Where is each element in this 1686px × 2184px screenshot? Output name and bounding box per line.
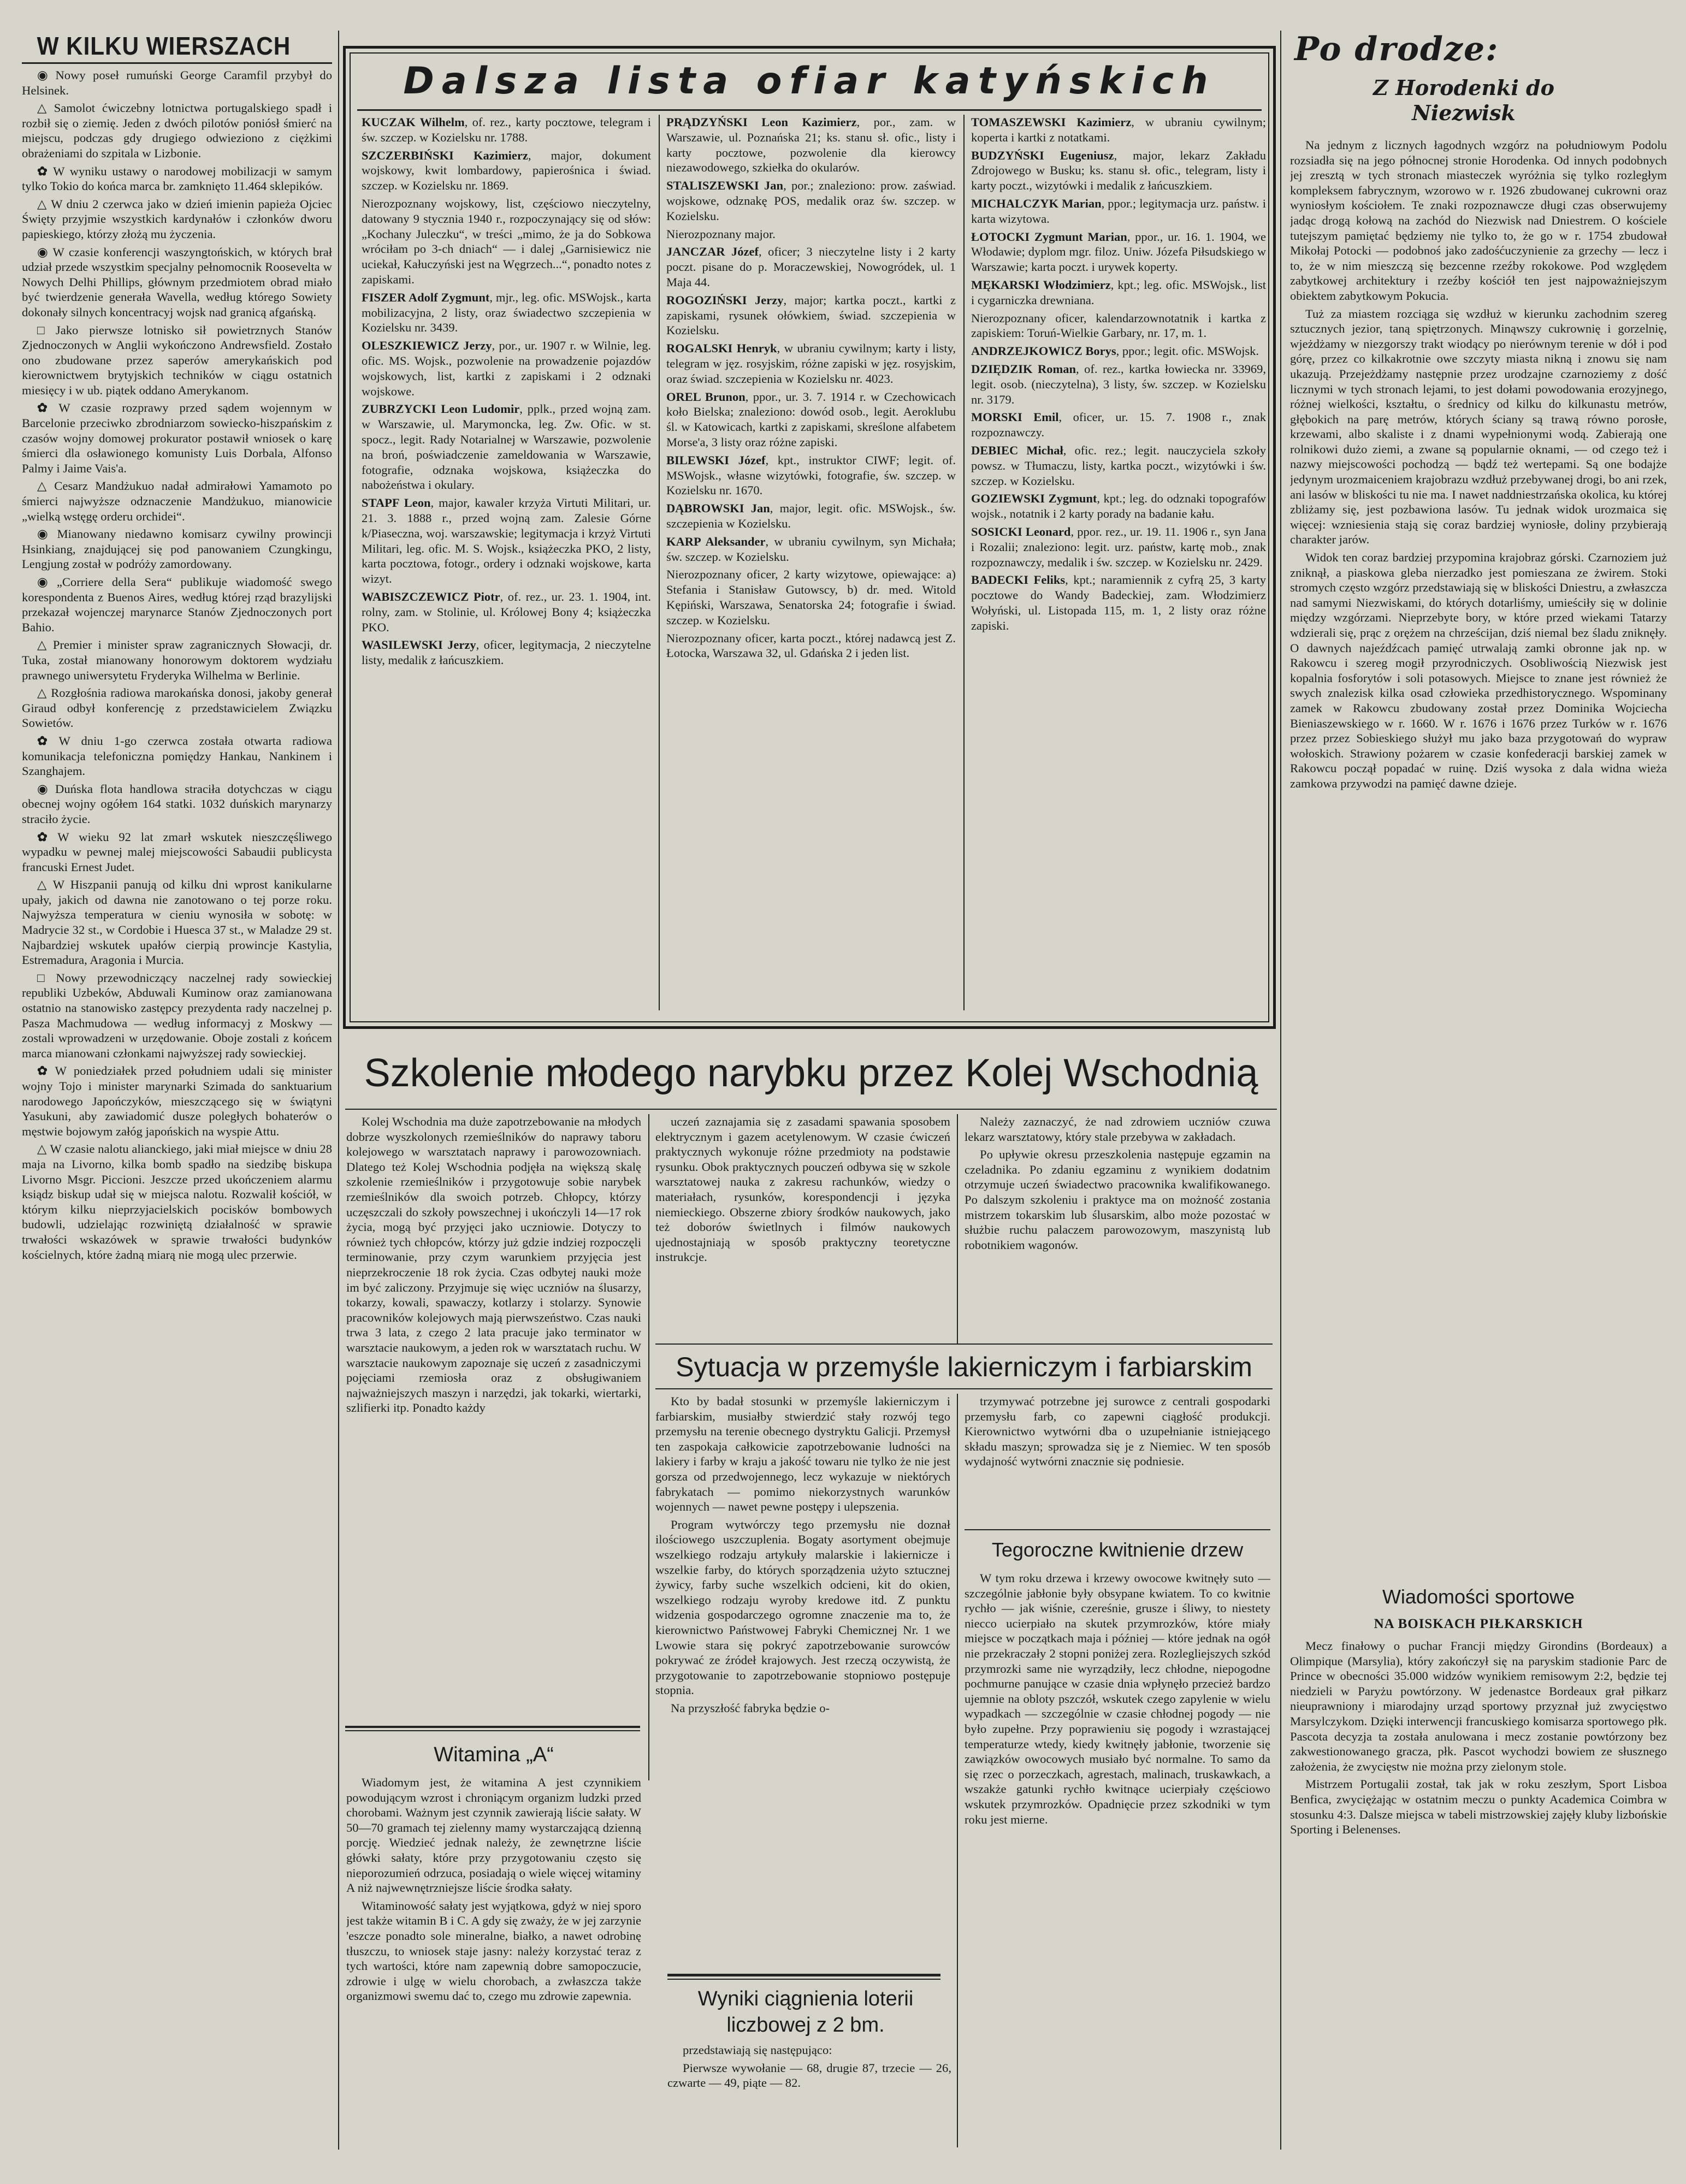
katyn-rule-1 bbox=[659, 115, 660, 1010]
victim-entry bbox=[362, 196, 651, 287]
victim-name: WASILEWSKI Jerzy bbox=[362, 638, 476, 652]
victim-name: DEBIEC Michał bbox=[971, 443, 1063, 457]
kolej-rule bbox=[345, 1109, 1277, 1110]
victim-name: DĄBROWSKI Jan bbox=[666, 501, 770, 516]
sport-subtitle: NA BOISKACH PIŁKARSKICH bbox=[1374, 1617, 1583, 1631]
victim-name: DZIĘDZIK Roman bbox=[971, 362, 1076, 376]
victim-entry bbox=[666, 293, 956, 338]
bullet-icon: △ bbox=[37, 638, 50, 652]
short-news-rule bbox=[22, 62, 332, 64]
news-item bbox=[22, 478, 332, 524]
news-item-text: Nowy poseł rumuński George Caramfil przybył do Helsinek. bbox=[22, 68, 332, 97]
sytuacja-title: Sytuacja w przemyśle lakierniczym i farbiarskim bbox=[676, 1352, 1252, 1382]
short-news-column bbox=[22, 68, 332, 2165]
bullet-icon: □ bbox=[37, 970, 53, 985]
bullet-icon: △ bbox=[37, 479, 51, 493]
kolej-rule-1 bbox=[648, 1114, 649, 1780]
victim-details: , oficer, legitymacja, 2 nieczytelne listy, medalik z łańcuszkiem. bbox=[362, 638, 651, 667]
sport-paragraph: Mistrzem Portugalii został, tak jak w roku zeszłym, Sport Lisboa Benfica, zwyciężając w ostatnim meczu o punkty Academica Coimbra w stosunku 4:3. Dalsze miejsca w tabeli mistrzowskiej zajęły kluby lizbońskie Sporting i Belenenses. bbox=[1290, 1777, 1667, 1837]
victim-details: , major; kartka poczt., kartki z zapiskami, rysunek ołówkiem, świad. szczepienia w Kozielsku. bbox=[666, 293, 956, 338]
victim-entry bbox=[666, 453, 956, 498]
victim-entry bbox=[362, 290, 651, 335]
sytuacja-title-rule bbox=[655, 1388, 1273, 1389]
victim-entry bbox=[362, 115, 651, 145]
sytuacja-paragraph: Na przyszłość fabryka będzie o- bbox=[671, 1701, 830, 1715]
victim-name: JANCZAR Józef bbox=[666, 245, 759, 259]
victim-entry bbox=[971, 572, 1266, 633]
victim-name: GOZIEWSKI Zygmunt bbox=[971, 492, 1097, 506]
news-item bbox=[22, 877, 332, 968]
news-item bbox=[22, 1063, 332, 1139]
sport-title: Wiadomości sportowe bbox=[1382, 1585, 1575, 1608]
victim-entry bbox=[666, 178, 956, 223]
victim-entry bbox=[971, 196, 1266, 227]
victim-name: SZCZERBIŃSKI Kazimierz bbox=[362, 148, 528, 162]
drzew-body bbox=[965, 1571, 1270, 2150]
podrodze-paragraph: Tuż za miastem rozciąga się wzdłuż w kierunku zachodnim szereg sztucznych jezior, taną spiętrzonych. Minąwszy cukrownię i gorzelnię, wjeżdżamy w niezgorszy trakt wiodący po nierównym terenie w dół i pod górę, przez co kilkakrotnie owe szczyty miasta nikną i znowu się nam ukazują. Przejeżdżamy następnie przez urodzajne czarnoziemy z dość licznymi w tych stronach lejami, to jest dołami powodowania erozyjnego, różnej wielkości, kształtu, o średnicy od kilku do kilkunastu metrów, głębokich na parę metrów, których ściany są trawą równo porosłe, krzewami, albo skaliste i z dnami wypełnionymi wodą. Zabierają one rolnikowi dużo ziemi, a zwane są popularnie oknami, — od czego też i nazwy miejscowości pochodzą — bądź też wertepami. Są one bodajże jedynym urozmaiceniem krajobrazu wzdłuż przebywanej drogi, bo ani rzek, ani lasów w bliskości tu nie ma. I nawet naddniestrzańska okolica, ku której zbliżamy się, jest pozbawiona lasów. Tu jednak widok urozmaica się więcej: wzniesienia stają się coraz bardziej wyniosłe, doliny przybierają charakter jarów. bbox=[1290, 306, 1667, 547]
wyniki-paragraph: przedstawiają się następująco: bbox=[683, 2043, 832, 2057]
victim-entry bbox=[362, 589, 651, 635]
victim-entry bbox=[666, 389, 956, 450]
katyn-title-rule bbox=[357, 109, 1262, 111]
bullet-icon: ✿ bbox=[37, 830, 55, 844]
victim-name: SOSICKI Leonard bbox=[971, 524, 1071, 538]
victim-name: MĘKARSKI Włodzimierz bbox=[971, 277, 1111, 292]
news-item-text: Nowy przewodniczący naczelnej rady sowieckiej republiki Uzbeków, Abduwali Kuminow oraz zamianowana ostatnio na stanowisko zastępcy prezydenta rady naczelnej p. Pasza Machmudowa — według informacyj z Moskwy — zostali wprowadzeni w urzędowanie. Oboje zostali z końcem marca mianowani członkami najwyższej rady sowieckiej. bbox=[22, 970, 332, 1060]
victim-name: ROGOZIŃSKI Jerzy bbox=[666, 293, 784, 307]
victim-details: Nierozpoznany wojskowy, list, częściowo nieczytelny, datowany 9 stycznia 1940 r., rozpoczynający się od słów: „Kochany Juleczku“, w treści „mimo, że ja do Sobkowa wróciłam po 3-ch dniach“ — i dalej „Garnisiewicz nie uciekał, Kałuczyński jest na Węgrzech...“, ponadto notes z zapiskami. bbox=[362, 196, 651, 286]
victim-details: , por.; znaleziono: prow. zaświad. wojskowe, odznakę POS, medalik oraz św. szczep. w Kozielsku. bbox=[666, 179, 956, 223]
victim-name: ANDRZEJKOWICZ Borys bbox=[971, 344, 1116, 358]
news-item-text: W wieku 92 lat zmarł wskutek nieszczęśliwego wypadku w pewnej malej miejscowości Sabaudii publicysta francuski Ernest Judet. bbox=[22, 830, 332, 874]
bullet-icon: ✿ bbox=[37, 733, 56, 748]
news-item-text: W czasie rozprawy przed sądem wojennym w Barcelonie przeciwko zbrodniarzom sowiecko-hiszpańskim z czasów wojny domowej prokurator postawił wniosek o karę śmierci dla osławionego komunisty Luis Dorbala, Alfonso Palmy i Jaime Vais'a. bbox=[22, 401, 332, 475]
victim-details: , w ubraniu cywilnym; koperta i kartki z notatkami. bbox=[971, 115, 1266, 144]
victim-name: KUCZAK Wilhelm bbox=[362, 115, 465, 129]
news-item-text: Rozgłośnia radiowa marokańska donosi, jakoby generał Giraud odbył konferencję z przedstawicielem Związku Sowietów. bbox=[22, 686, 332, 730]
victim-details: , por., zam. w Warszawie, ul. Poznańska 21; ks. stanu sł. ofic., listy i karty pocztowe, pozwolenie dla kierowcy niezawodowego, szkiełka do okularów. bbox=[666, 115, 956, 175]
victim-name: KARP Aleksander bbox=[666, 534, 766, 548]
bullet-icon: ◉ bbox=[37, 527, 54, 541]
kolej-title: Szkolenie młodego narybku przez Kolej Wschodnią bbox=[364, 1051, 1258, 1095]
kolej-paragraph: Po upływie okresu przeszkolenia następuje egzamin na czeladnika. Po zdaniu egzaminu z wynikiem dodatnim otrzymuje uczeń świadectwo pracownika kwalifikowanego. Po dalszym szkoleniu i praktyce ma on możność zostania mistrzem tokarskim lub ślusarskim, albo może pozostać w służbie ruchu palaczem parowozowym, maszynistą lub robotnikiem wagonów. bbox=[965, 1147, 1270, 1252]
victim-entry bbox=[971, 311, 1266, 341]
sytuacja-paragraph: Program wytwórczy tego przemysłu nie doznał ilościowego uszczuplenia. Bogaty asortyment obejmuje wszelkiego rodzaju artykuły malarskie i lakiernicze i wszelkie farby, do których sporządzenia użyto sztucznej żywicy, farby suche wszelkich odcieni, kit do okien, wszelkiego rodzaju wyroby kredowe itd. Z punktu widzenia gospodarczego ogromne znaczenie ma to, że kierownictwo Państwowej Fabryki Chemicznej Nr. 1 we Lwowie stara się pokryć zapotrzebowanie surowców pokrywać ze źródeł krajowych. Jest rzeczą oczywistą, że przygotowanie to zapotrzebowanie stopniowo postępuje stopnia. bbox=[655, 1517, 950, 1697]
witamina-title: Witamina „A“ bbox=[434, 1743, 554, 1766]
victim-details: , kpt.; leg. ofic. MSWojsk., list i cygarniczka drewniana. bbox=[971, 277, 1266, 307]
victim-details: , of. rez., ur. 23. 1. 1904, int. rolny, zam. w Stolinie, ul. Królowej Bony 4; książeczka PKO. bbox=[362, 589, 651, 634]
news-item-text: W czasie konferencji waszyngtońskich, w których brał udział przede wszystkim specjalny pełnomocnik Roosevelta w Nowych Delhi Phillips, głównym przedmiotem obrad miało być twierdzenie generała Wavella, według którego Sowiety dokonały silnych koncentracyj wojsk nad granicą afgańską. bbox=[22, 245, 332, 319]
sytuacja-paragraph: trzymywać potrzebne jej surowce z centrali gospodarki przemysłu farb, co zapewni ciągłość produkcji. Kierownictwo wytwórni dba o uzupełnianie istniejącego składu maszyn; sprowadza się je z Niemiec. W ten sposób wydajność wytwórni znacznie się podniesie. bbox=[965, 1394, 1270, 1469]
victim-entry bbox=[971, 115, 1266, 145]
victim-details: , oficer; 3 nieczytelne listy i 2 karty poczt. pisane do p. Moraczewskiej, Nowogródek, ul. 1 Maja 44. bbox=[666, 245, 956, 289]
news-item-text: Cesarz Mandżukuo nadał admirałowi Yamamoto po śmierci najwyższe odznaczenie Mandżukuo, mianowicie „wielką wstęgę orderu orchidei“. bbox=[22, 479, 332, 523]
victim-entry bbox=[666, 341, 956, 386]
victim-details: , ofic. rez.; legit. nauczyciela szkoły powsz. w Tłumaczu, listy, kartka poczt., wizytówki i św. szczep. w Kozielsku. bbox=[971, 443, 1266, 488]
victim-details: , por., ur. 1907 r. w Wilnie, leg. ofic. MS. Wojsk., pozwolenie na prowadzenie pojazdów wojskowych, list, kartki z zapiskami i 2 odznaki wojskowe. bbox=[362, 339, 651, 398]
news-item bbox=[22, 164, 332, 194]
news-item-text: W dniu 1-go czerwca została otwarta radiowa komunikacja telefoniczna pomiędzy Hankau, Nankinem i Szanghajem. bbox=[22, 733, 332, 778]
victim-name: MICHALCZYK Marian bbox=[971, 196, 1102, 210]
victim-entry bbox=[666, 501, 956, 531]
news-item-text: Duńska flota handlowa straciła dotychczas w ciągu obecnej wojny ogółem 164 statki. 1032 duńskich marynarzy straciło życie. bbox=[22, 782, 332, 826]
news-item bbox=[22, 575, 332, 635]
victim-name: OLESZKIEWICZ Jerzy bbox=[362, 339, 492, 353]
victim-entry bbox=[362, 495, 651, 587]
victim-details: , major, dokument wojskowy, kwit lombardowy, papierośnica i świad. szczep. w Kozielsku nr. 1869. bbox=[362, 148, 651, 193]
column-rule-1 bbox=[338, 31, 339, 2150]
wyniki-rule-top bbox=[667, 1974, 940, 1976]
kolej-paragraph: Kolej Wschodnia ma duże zapotrzebowanie na młodych dobrze wyszkolonych rzemieślników do naprawy taboru kolejowego w warsztatach naprawy i parowozowniach. Dlatego też Kolej Wschodnia podjęła na większą skalę szkolenie rzemieślników i przygotowuje sobie narybek rzemieślników dla swoich potrzeb. Chłopcy, którzy uczęszczali do szkoły powszechnej i ukończyli 14—17 rok życia, mogą być przyjęci jako uczniowie. Dotyczy to również tych chłopców, którzy już gdzie indziej rozpoczęli terminowanie, przy czym warunkiem przyjęcia jest nieprzekroczenie 18 rok życia. Czas odbytej nauki może im być zaliczony. Przyjmuje się więc uczniów na ślusarzy, tokarzy, kowali, spawaczy, kotlarzy i stolarzy. Synowie pracowników kolejowych mają pierwszeństwo. Czas nauki trwa 3 lata, z czego 2 lata pracuje jako terminator w warsztacie naukowym, a jeden rok w warsztatach ruchu. W warsztacie naukowym zapoznaje się uczeń z zasadniczymi pojęciami rzemiosła oraz z obsługiwaniem najważniejszych maszyn i narzędzi, jak tokarki, wiertarki, szlifierki itp. Ponadto każdy bbox=[346, 1115, 641, 1415]
news-item-text: W poniedziałek przed południem udali się minister wojny Tojo i minister marynarki Szimada do sanktuarium narodowego Japończyków, mieszczącego się w świątyni Yasukuni, aby zawiadomić dusze poległych bohaterów o męstwie bojowym załóg japońskich na wyspie Attu. bbox=[22, 1064, 332, 1138]
victim-entry bbox=[971, 229, 1266, 275]
kolej-paragraph: Należy zaznaczyć, że nad zdrowiem uczniów czuwa lekarz warsztatowy, który stale przebywa w zakładach. bbox=[965, 1115, 1270, 1144]
kolej-column-1 bbox=[346, 1114, 641, 1726]
news-item bbox=[22, 323, 332, 398]
news-item-text: Premier i minister spraw zagranicznych Słowacji, dr. Tuka, został mianowany honorowym doktorem wydziału prawnego uniwersytetu Fryderyka Wilhelma w Berlinie. bbox=[22, 638, 332, 682]
bullet-icon: △ bbox=[37, 878, 50, 892]
drzew-rule bbox=[965, 1529, 1270, 1530]
news-item bbox=[22, 526, 332, 572]
sytuacja-rule bbox=[957, 1394, 958, 2147]
bullet-icon: ◉ bbox=[37, 68, 52, 82]
katyn-title: Dalsza lista ofiar katyńskich bbox=[403, 60, 1216, 103]
witamina-paragraph: Wiadomym jest, że witamina A jest czynnikiem powodującym wzrost i chroniącym organizm ludzki przed chorobami. Ważnym jest czynnik zawierają liście sałaty. W 50—70 gramach tej zielenny mamy wystarczającą dzienną porcję. Wiedzieć jednak należy, że zewnętrzne liście główki sałaty, które przy przygotowaniu często się nieporozumień odrzuca, posiadają o wiele więcej witaminy A niż najwewnętrzniejsze liście środka sałaty. bbox=[346, 1775, 641, 1895]
victim-details: Nierozpoznany oficer, 2 karty wizytowe, opiewające: a) Stefania i Stanisław Gutowscy, b) dr. med. Witold Kępiński, Warszawa, Senatorska 24; fotografie i świad. szczep. w Kozielsku. bbox=[666, 567, 956, 627]
bullet-icon: ✿ bbox=[37, 1064, 52, 1078]
bullet-icon: □ bbox=[37, 323, 52, 337]
witamina-paragraph: Witaminowość sałaty jest wyjątkowa, gdyż w niej sporo jest także witamin B i C. A gdy się zważy, że w jej zarzynie 'eszcze ponadto sole mineralne, białko, a nawet odrobinę tłuszczu, to wniosek staje jasny: należy korzystać teraz z tych wartości, które nam zapewnią dobre samopoczucie, zdrowie i ulgę w wielu chorobach, a zwłaszcza także organizmowi swemu dać to, czego mu zdrowie zapewnia. bbox=[346, 1898, 641, 2003]
victim-name: WABISZCZEWICZ Piotr bbox=[362, 589, 500, 603]
victim-name: MORSKI Emil bbox=[971, 410, 1059, 424]
victim-details: , oficer, ur. 15. 7. 1908 r., znak rozpoznawczy. bbox=[971, 410, 1266, 440]
victim-name: PRĄDZYŃSKI Leon Kazimierz bbox=[666, 115, 857, 129]
victim-details: , ppor. rez., ur. 19. 11. 1906 r., syn Jana i Rozalii; znaleziono: legit. urz. państw, kartę mob., znak rozpoznawczy, medalik i św. szczep. w Kozielsku nr. 2429. bbox=[971, 524, 1266, 569]
victim-entry bbox=[971, 362, 1266, 407]
victim-details: , mjr., leg. ofic. MSWojsk., karta mobilizacyjna, 2 listy, oraz świadectwo szczepienia w Kozielsku nr. 3439. bbox=[362, 290, 651, 335]
sytuacja-top-rule bbox=[655, 1343, 1273, 1345]
victim-details: Nierozpoznany major. bbox=[666, 227, 776, 241]
wyniki-paragraph: Pierwsze wywołanie — 68, drugie 87, trzecie — 26, czwarte — 49, piąte — 82. bbox=[667, 2061, 951, 2090]
news-item bbox=[22, 1141, 332, 1262]
wyniki-title: Wyniki ciągnienia loterii liczbowej z 2 bm. bbox=[697, 1987, 914, 2037]
victim-details: , kpt.; leg. do odznaki topografów wojsk., notatnik i 2 karty porady na badanie kału. bbox=[971, 492, 1266, 521]
short-news-title: W KILKU WIERSZACH bbox=[37, 32, 291, 60]
victim-entry bbox=[666, 534, 956, 565]
news-item bbox=[22, 830, 332, 875]
bullet-icon: ✿ bbox=[37, 164, 50, 178]
wyniki-rule-top-2 bbox=[667, 1979, 940, 1980]
victim-name: ZUBRZYCKI Leon Ludomir bbox=[362, 402, 520, 416]
katyn-column-1 bbox=[362, 115, 651, 1010]
news-item bbox=[22, 197, 332, 242]
news-item-text: W Hiszpanii panują od kilku dni wprost kanikularne upały, jakich od dawna nie zanotowano o tej porze roku. Najwyższa temperatura w cieniu wynosiła w sobotę: w Madrycie 32 st., w Cordobie i Huesca 37 st., w Maladze 29 st. Najbardziej wskutek upałów cierpią prowincje Kastylia, Estremadura, Aragonia i Murcia. bbox=[22, 878, 332, 967]
victim-entry bbox=[971, 410, 1266, 440]
victim-details: , ppor.; legit. ofic. MSWojsk. bbox=[1116, 344, 1259, 358]
victim-details: , pplk., przed wojną zam. w Warszawie, ul. Marymoncka, leg. Zw. Ofic. w st. spocz., legit. Rady Notarialnej w Warszawie, pozwolenie na broń, poświadczenie zameldowania w Warszawie, fotografie, odznaka wojskowa, książeczka do nabożeństwa i okulary. bbox=[362, 402, 651, 492]
bullet-icon: △ bbox=[37, 197, 48, 211]
victim-name: TOMASZEWSKI Kazimierz bbox=[971, 115, 1132, 129]
victim-name: ŁOTOCKI Zygmunt Marian bbox=[971, 229, 1127, 244]
victim-name: FISZER Adolf Zygmunt bbox=[362, 290, 490, 304]
victim-entry bbox=[971, 524, 1266, 570]
victim-entry bbox=[971, 491, 1266, 522]
sport-paragraph: Mecz finałowy o puchar Francji między Girondins (Bordeaux) a Olimpique (Marsylia), który zakończył się na paryskim stadionie Parc de Prince w obecności 35.000 widzów wynikiem remisowym 2:2, będzie tej niedzieli w Paryżu powtórzony. W jedenastce Bordeaux grał piłkarz nieuprawniony i miarodajny urząd sportowy przyznał już zwycięstwo Marsylczykom. Dzięki interwencji francuskiego komisarza sportowego płk. Pascota decyzja ta została anulowana i mecz zostanie powtórzony bez zakwestionowanego gracza, płk. Pascot wychodzi bowiem ze słusznego założenia, że zwycięstw nie można przy zielonym stole. bbox=[1290, 1639, 1667, 1773]
victim-entry bbox=[971, 344, 1266, 359]
victim-details: , ppor., ur. 3. 7. 1914 r. w Czechowicach koło Bielska; znaleziono: dowód osob., legit. Aeroklubu śl. w Katowicach, kartki z zapiskami, skreślone alfabetem Morse'a, 3 listy oraz różne zapiski. bbox=[666, 389, 956, 449]
news-item bbox=[22, 637, 332, 683]
witamina-body bbox=[346, 1775, 641, 2152]
drzew-paragraph: W tym roku drzewa i krzewy owocowe kwitnęły suto — szczególnie jabłonie były obsypane kwiatem. To co kwitnie rychło — jak wiśnie, czereśnie, grusze i śliwy, to niestety niecco ucierpiało na skutek przymrozków, które miały miejsce w początkach maja i później — które jednak na ogół nie przekraczały 2 stopni poniżej zera. Rozlegliejszych szkód przymrozki same nie wyrządziły, lecz chłodne, niepogodne pochmurne panujące w czasie dnia wpłynęło przecież bardzo ujemnie na obloty pszczół, wskutek czego zapylenie w wielu wypadkach — szczególnie w czasie chłodnej pogody — nie było zupełne. Przy poprawieniu się pogody i wzrastającej temperaturze wtedy, kiedy kwitnęły jabłonie, tworzenie się zawiązków owocowych musiało być normalne. To samo da się rzec o porzeczkach, agrestach, malinach, truskawkach, a wszakże gatunki rychło kwitnące ucierpiały częściowo wskutek przymrozków. Opadnięcie przez szkodniki w tym roku jest mierne. bbox=[965, 1571, 1270, 1826]
victim-entry bbox=[666, 631, 956, 661]
news-item bbox=[22, 685, 332, 731]
bullet-icon: △ bbox=[37, 1142, 47, 1156]
news-item bbox=[22, 100, 332, 161]
victim-name: STAPF Leon bbox=[362, 496, 431, 510]
victim-entry bbox=[362, 148, 651, 193]
victim-details: , w ubraniu cywilnym; karty i listy, telegram w jęz. rosyjskim, różne zapiski w jęz. rosyjskim, oraz świad. szczepienia w Kozielsku nr. 4023. bbox=[666, 341, 956, 386]
news-item-text: „Corriere della Sera“ publikuje wiadomość swego korespondenta z Buenos Aires, według której rząd brazylijski przekazał wojenczej marynarce Stanów Zjednoczonych port Bahio. bbox=[22, 575, 332, 634]
victim-details: , w ubraniu cywilnym, syn Michała; św. szczep. w Kozielsku. bbox=[666, 534, 956, 564]
victim-name: BUDZYŃSKI Eugeniusz bbox=[971, 148, 1114, 162]
podrodze-paragraph: Widok ten coraz bardziej przypomina krajobraz górski. Czarnoziem już zniknął, a piaskowa gleba nierzadko jest pomieszana ze żwirem. Stoki stromych często wzgórz przedstawiają się w bliskości Dniestru, a zwłaszcza nad samymi Niezwiskami, do których dotarliśmy, umieściły się w dolinie między wzgórzami. Nieprzebyte bory, w które przed wiekami Tatarzy wdzierali się, prąc z orężem na chrześcijan, dziś niemal bez śladu zniknęły. O dawnych najeźdźcach pamięć utrwalają zamki obronne jak np. w Rakowcu i szereg mogił przyrodniczych. Osobliwością Niezwisk jest kopalnia fosforytów i soli potasowych. Miejsce to znane jest również że swych znalezisk kilka osad człowieka przedhistorycznego. Wspominany zamek w Rakowcu zbudowany został przez Dominika Wojciecha Bieniaszewskiego w r. 1660. W r. 1676 i 1676 przez Turków w r. 1676 przez przez Sobieskiego służył mu jako baza przygotowań do wypraw wołoskich. Strawiony pożarem w czasie konfederacji barskiej zamek w Rakowcu począł popadać w ruinę. Dziś wysoka z dala widna wieża zamkowa przywodzi na pamięć dawne dzieje. bbox=[1290, 551, 1667, 790]
podrodze-subtitle: Z Horodenki do Niezwisk bbox=[1373, 75, 1554, 125]
victim-entry bbox=[666, 244, 956, 289]
podrodze-paragraph: Na jednym z licznych łagodnych wzgórz na południowym Podolu rozsiadła się na jego północnej stronie Horodenka. Od innych podobnych jej zresztą w tych stronach miasteczek wyróżnia się tylko rozległym kompleksem fabrycznym, wzorowo w r. 1926 zbudowanej cukrowni oraz wyniosłym kościołem. Te znaki rozpoznawcze długi czas obserwujemy jadąc drogą kołową na zachód do Niezwisk nad Dniestrem. O kościele tutejszym pamiętać będziemy nie tylko to, że go w r. 1754 zbudował Mikołaj Potocki — podobnoś jako zadośćuczynienie za grzechy — lecz i to, że w nim mieszczą się bezcenne rzeźby rokokowe. Pod względem zabytkowej architektury i rzeźby kościół ten jest najpoważniejszym obiektem zabytkowym Pokucia. bbox=[1290, 138, 1667, 303]
bullet-icon: ◉ bbox=[37, 782, 52, 796]
news-item bbox=[22, 400, 332, 476]
wyniki-body bbox=[667, 2043, 951, 2152]
news-item bbox=[22, 782, 332, 827]
news-item-text: W dniu 2 czerwca jako w dzień imienin papieża Ojciec Święty przyjmie wszystkich kardynałów i członków dworu papieskiego, którzy złożą mu życzenia. bbox=[22, 197, 332, 241]
victim-details: Nierozpoznany oficer, karta poczt., której nadawcą jest Z. Łotocka, Warszawa 32, ul. Gdańska 2 i jeden list. bbox=[666, 631, 956, 660]
victim-details: , major, legit. ofic. MSWojsk., św. szczepienia w Kozielsku. bbox=[666, 501, 956, 530]
victim-details: , major, kawaler krzyża Virtuti Militari, ur. 21. 3. 1888 r., przed wojną zam. Zalesie Górne k/Piaseczna, woj. warszawskie; legitymacja i krzyż Virtuti Militari, leg. ofic. M. S. Wojsk., książeczka PKO, 2 listy, karta pocztowa, fotogr., ordery i odznaki wojskowe, karta wizyt. bbox=[362, 496, 651, 586]
victim-details: , kpt.; naramiennik z cyfrą 25, 3 karty pocztowe do Wandy Badeckiej, zam. Włodzimierz Wołyński, ul. Listopada 115, m. 1, 2 listy oraz różne zapiski. bbox=[971, 573, 1266, 632]
victim-entry bbox=[362, 338, 651, 399]
kolej-end-rule bbox=[345, 1726, 640, 1728]
news-item-text: W wyniku ustawy o narodowej mobilizacji w samym tylko Tokio do końca marca br. zamknięto 11.464 sklepików. bbox=[22, 164, 332, 193]
news-item bbox=[22, 245, 332, 320]
kolej-column-3 bbox=[965, 1114, 1270, 1333]
kolej-paragraph: uczeń zaznajamia się z zasadami spawania sposobem elektrycznym i gazem acetylenowym. W czasie ćwiczeń praktycznych wykonuje różne przedmioty na podstawie rysunku. Obok praktycznych pouczeń odbywa się w szkole warsztatowej nauka z zakresu rachunków, wiedzy o materiałach, rysunków, korespondencji i języka niemieckiego. Obszerne zbiory środków naukowych, jako też doborów świetlnych i filmów naukowych ujednostajniają w sposób praktyczny teoretyczne instrukcje. bbox=[655, 1115, 950, 1264]
bullet-icon: △ bbox=[37, 101, 51, 115]
column-rule-5 bbox=[1280, 31, 1281, 2150]
victim-name: ROGALSKI Henryk bbox=[666, 341, 777, 356]
victim-details: , of. rez., kartka łowiecka nr. 33969, legit. osob. (nieczytelna), 3 listy, św. szczep. w Kozielsku nr. 3179. bbox=[971, 362, 1266, 406]
bullet-icon: ◉ bbox=[37, 245, 50, 259]
victim-name: STALISZEWSKI Jan bbox=[666, 179, 784, 193]
podrodze-body bbox=[1290, 138, 1667, 1569]
victim-entry bbox=[362, 637, 651, 668]
victim-entry bbox=[666, 227, 956, 242]
victim-name: OREL Brunon bbox=[666, 389, 746, 404]
victim-details: , ppor., ur. 16. 1. 1904, we Włodawie; dyplom mgr. filoz. Uniw. Józefa Piłsudskiego w Warszawie; karta poczt. i urywek koperty. bbox=[971, 229, 1266, 274]
kolej-column-2 bbox=[655, 1114, 950, 1333]
victim-details: , kpt., instruktor CIWF; legit. of. MSWojsk., własne wizytówki, fotografie, św. szczep. w Kozielsku nr. 1670. bbox=[666, 453, 956, 498]
victim-name: BILEWSKI Józef bbox=[666, 453, 766, 467]
victim-entry bbox=[971, 277, 1266, 308]
news-item bbox=[22, 733, 332, 779]
podrodze-title: Po drodze: bbox=[1294, 30, 1499, 68]
news-item-text: Jako pierwsze lotnisko sił powietrznych Stanów Zjednoczonych w Anglii wykończono Andrewsfield. Zostało ono zbudowane przez saperów amerykańskich pod kierownictwem brytyjskich techników w ciągu ostatnich miesięcy i w ub. piątek oddano Amerykanom. bbox=[22, 323, 332, 397]
katyn-rule-2 bbox=[963, 115, 965, 1010]
katyn-column-2 bbox=[666, 115, 956, 1010]
victim-entry bbox=[362, 401, 651, 493]
sytuacja-column-1 bbox=[655, 1394, 950, 1973]
kolej-rule-2 bbox=[957, 1114, 958, 1343]
sport-body bbox=[1290, 1638, 1667, 2152]
bullet-icon: ◉ bbox=[37, 575, 54, 589]
victim-entry bbox=[971, 148, 1266, 193]
victim-entry bbox=[666, 115, 956, 175]
news-item-text: Mianowany niedawno komisarz cywilny prowincji Hsinkiang, znajdującej się pod panowaniem Czungkingu, Lengjung został w podróży zamordowany. bbox=[22, 527, 332, 571]
sytuacja-column-2 bbox=[965, 1394, 1270, 1525]
katyn-column-3 bbox=[971, 115, 1266, 1010]
news-item-text: Samolot ćwiczebny lotnictwa portugalskiego spadł i rozbił się o ziemię. Jeden z dwóch pilotów poniósł śmierć na miejscu, podczas gdy drugiego odwieziono z ciężkimi obrażeniami do szpitala w Lizbonie. bbox=[22, 101, 332, 160]
sytuacja-paragraph: Kto by badał stosunki w przemyśle lakierniczym i farbiarskim, musiałby stwierdzić stały rozwój tego przemysłu na terenie obecnego dystryktu Galicji. Przemysł ten zaspokaja całkowicie zapotrzebowanie ludności na lakiery i farby w kraju a jakość towaru nie tylko że nie jest gorsza od przedwojennego, lecz wykazuje w niektórych fabrykatach — pomimo niekorzystnych warunków wojennych — nawet pewne postępy i ulepszenia. bbox=[655, 1394, 950, 1514]
victim-entry bbox=[971, 443, 1266, 488]
news-item bbox=[22, 68, 332, 98]
victim-entry bbox=[666, 567, 956, 628]
victim-details: , ppor.; legitymacja urz. państw. i karta wizytowa. bbox=[971, 196, 1266, 226]
kolej-end-rule-2 bbox=[345, 1730, 640, 1731]
drzew-title: Tegoroczne kwitnienie drzew bbox=[991, 1538, 1244, 1561]
victim-details: , major, lekarz Zakładu Zdrojowego w Busku; ks. stanu sł. ofic., telegram, listy i karty poczt., wizytówki i medalik z łańcuszkiem. bbox=[971, 148, 1266, 193]
victim-details: Nierozpoznany oficer, kalendarzownotatnik i kartka z zapiskiem: Toruń-Wielkie Garbary, nr. 17, m. 1. bbox=[971, 311, 1266, 340]
news-item bbox=[22, 970, 332, 1061]
victim-details: , of. rez., karty pocztowe, telegram i św. szczep. w Kozielsku nr. 1788. bbox=[362, 115, 651, 144]
victim-name: BADECKI Feliks bbox=[971, 573, 1066, 587]
news-item-text: W czasie nalotu alianckiego, jaki miał miejsce w dniu 28 maja na Livorno, kilka bomb spadło na siedzibę biskupa Livorno Msgr. Piccioni. Jeszcze przed ukończeniem alarmu ksiądz biskup udał się w miejsca nalotu. Rozwalił kościół, w którym kilku nieprzyjacielskich pocisków bombowych budowli, udzielając rozwiniętą działalność w sprawie trwałości wskazówek w sprawie trwałości budynków kościelnych, które żadną miarą nie mogą ulec przerwie. bbox=[22, 1142, 332, 1262]
bullet-icon: △ bbox=[37, 686, 48, 700]
bullet-icon: ✿ bbox=[37, 401, 56, 415]
